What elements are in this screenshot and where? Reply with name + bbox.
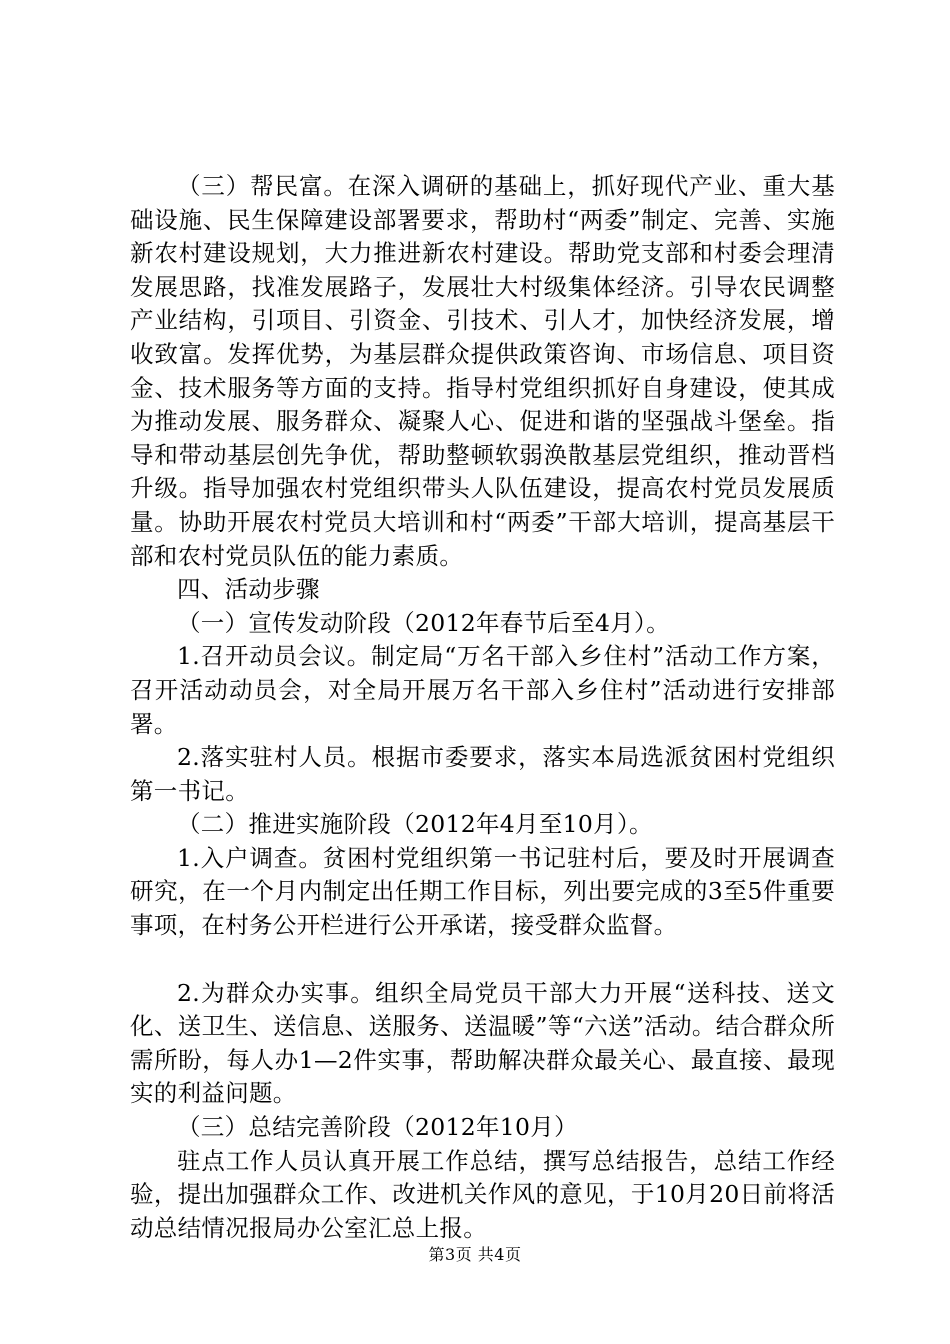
stage-heading-implementation: （二）推进实施阶段（2012年4月至10月）。 <box>177 810 653 839</box>
stage-heading-mobilization: （一）宣传发动阶段（2012年春节后至4月）。 <box>177 608 670 637</box>
paragraph-work-summary: 驻点工作人员认真开展工作总结，撰写总结报告，总结工作经验，提出加强群众工作、改进机关作风的意见，于10月20日前将活动总结情况报局办公室汇总上报。 <box>130 1146 835 1242</box>
stage-heading-summary: （三）总结完善阶段（2012年10月） <box>177 1113 578 1142</box>
paragraph-village-staff: 2.落实驻村人员。根据市委要求，落实本局选派贫困村党组织第一书记。 <box>130 743 835 805</box>
section-heading-activity-steps: 四、活动步骤 <box>177 575 320 604</box>
paragraph-help-people-prosper: （三）帮民富。在深入调研的基础上，抓好现代产业、重大基础设施、民生保障建设部署要求，帮助村“两委”制定、完善、实施新农村建设规划，大力推进新农村建设。帮助党支部和村委会理清发展思路，找准发展路子，发展壮大村级集体经济。引导农民调整产业结构，引项目、引资金、引技术、引人才，加快经济发展，增收致富。发挥优势，为基层群众提供政策咨询、市场信息、项目资金、技术服务等方面的支持。指导村党组织抓好自身建设，使其成为推动发展、服务群众、凝聚人心、促进和谐的坚强战斗堡垒。指导和带动基层创先争优，帮助整顿软弱涣散基层党组织，推动晋档升级。指导加强农村党组织带头人队伍建设，提高农村党员发展质量。协助开展农村党员大培训和村“两委”干部大培训，提高基层干部和农村党员队伍的能力素质。 <box>130 172 835 570</box>
paragraph-mobilization-meeting: 1.召开动员会议。制定局“万名干部入乡住村”活动工作方案，召开活动动员会，对全局开展万名干部入乡住村”活动进行安排部署。 <box>130 642 835 738</box>
page-number-footer: 第3页 共4页 <box>428 1245 522 1264</box>
paragraph-practical-matters: 2.为群众办实事。组织全局党员干部大力开展“送科技、送文化、送卫生、送信息、送服务、送温暖”等“六送”活动。结合群众所需所盼，每人办1—2件实事，帮助解决群众最关心、最直接、最现实的利益问题。 <box>130 978 835 1108</box>
document-body <box>130 170 835 1245</box>
paragraph-household-survey: 1.入户调查。贫困村党组织第一书记驻村后，要及时开展调查研究，在一个月内制定出任期工作目标，列出要完成的3至5件重要事项，在村务公开栏进行公开承诺，接受群众监督。 <box>130 843 835 940</box>
